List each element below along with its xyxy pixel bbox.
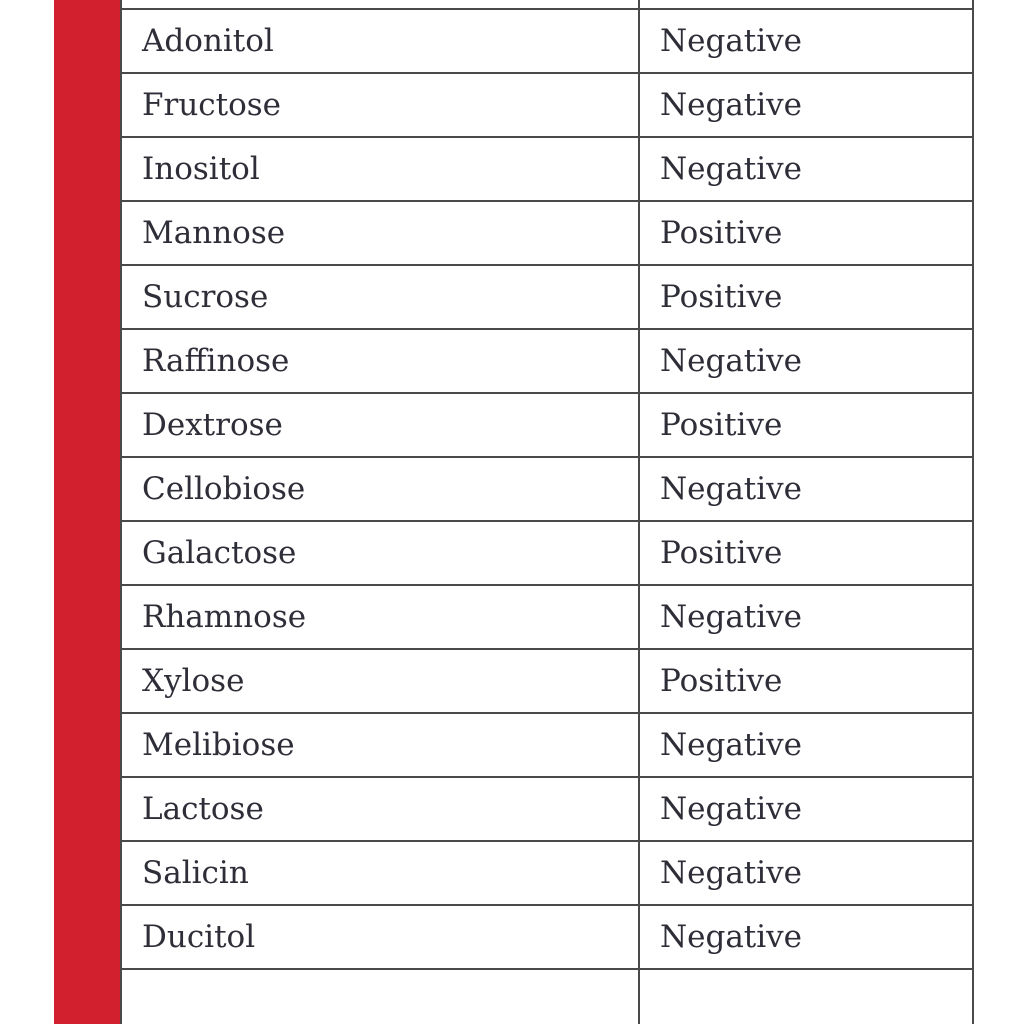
accent-sidebar-bar	[54, 0, 120, 1024]
test-result-cell: Negative	[639, 841, 973, 905]
test-result-cell	[639, 0, 973, 9]
table-row	[121, 905, 973, 969]
test-result-cell: Negative	[639, 777, 973, 841]
test-result-cell: Positive	[639, 521, 973, 585]
table-row	[121, 137, 973, 201]
test-result-cell	[639, 969, 973, 1024]
table-row	[121, 841, 973, 905]
table-row	[121, 585, 973, 649]
sugar-name-cell: Ducitol	[121, 905, 639, 969]
sugar-name-cell: Mannose	[121, 201, 639, 265]
table-row	[121, 457, 973, 521]
table-row	[121, 969, 973, 1024]
table-row	[121, 0, 973, 9]
sugar-name-cell	[121, 0, 639, 9]
table-row	[121, 777, 973, 841]
sugar-name-cell: Rhamnose	[121, 585, 639, 649]
table-body	[121, 0, 973, 1024]
table-row	[121, 201, 973, 265]
results-table-container	[120, 0, 972, 1024]
test-result-cell: Negative	[639, 137, 973, 201]
sugar-name-cell: Xylose	[121, 649, 639, 713]
test-result-cell: Negative	[639, 9, 973, 73]
table-row	[121, 329, 973, 393]
sugar-name-cell: Cellobiose	[121, 457, 639, 521]
table-row	[121, 9, 973, 73]
test-result-cell: Negative	[639, 329, 973, 393]
test-result-cell: Positive	[639, 265, 973, 329]
sugar-name-cell: Inositol	[121, 137, 639, 201]
table-row	[121, 393, 973, 457]
sugar-name-cell: Sucrose	[121, 265, 639, 329]
test-result-cell: Negative	[639, 713, 973, 777]
test-result-cell: Negative	[639, 905, 973, 969]
table-row	[121, 649, 973, 713]
sugar-name-cell	[121, 969, 639, 1024]
table-row	[121, 521, 973, 585]
test-result-cell: Negative	[639, 585, 973, 649]
sugar-name-cell: Salicin	[121, 841, 639, 905]
test-result-cell: Positive	[639, 393, 973, 457]
sugar-name-cell: Galactose	[121, 521, 639, 585]
sugar-fermentation-table	[120, 0, 974, 1024]
sugar-name-cell: Adonitol	[121, 9, 639, 73]
sugar-name-cell: Fructose	[121, 73, 639, 137]
table-row	[121, 265, 973, 329]
test-result-cell: Negative	[639, 73, 973, 137]
sugar-name-cell: Raffinose	[121, 329, 639, 393]
test-result-cell: Negative	[639, 457, 973, 521]
table-row	[121, 713, 973, 777]
sugar-name-cell: Lactose	[121, 777, 639, 841]
sugar-name-cell: Dextrose	[121, 393, 639, 457]
sugar-name-cell: Melibiose	[121, 713, 639, 777]
test-result-cell: Positive	[639, 201, 973, 265]
test-result-cell: Positive	[639, 649, 973, 713]
table-row	[121, 73, 973, 137]
